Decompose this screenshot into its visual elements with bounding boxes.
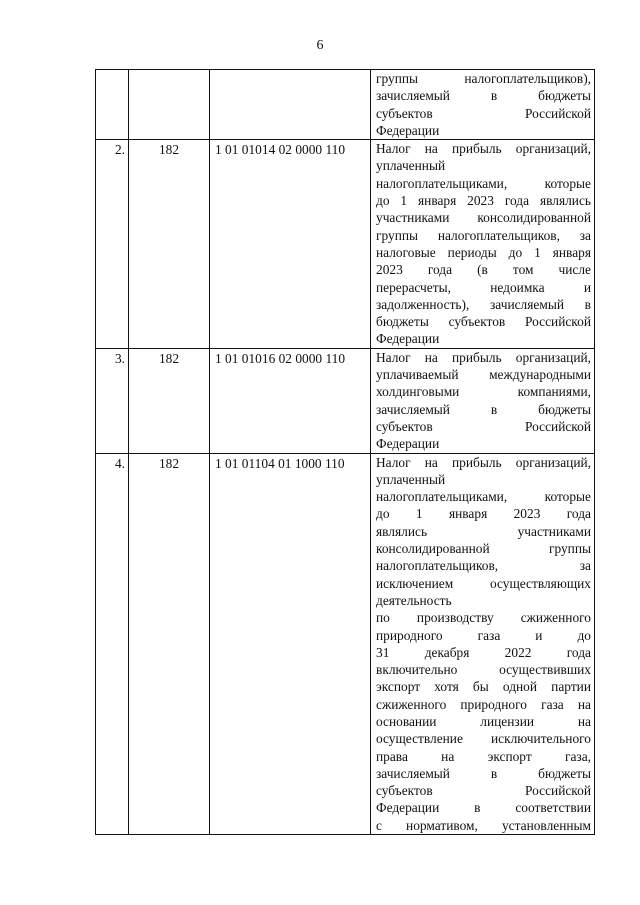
revenue-name-line: участниками консолидированной — [376, 210, 591, 226]
page-number: 6 — [316, 38, 324, 53]
revenue-name-line: Федерации — [376, 436, 440, 452]
admin-code-cell — [129, 453, 210, 835]
table-row — [96, 348, 595, 453]
budget-classification-table — [95, 69, 595, 835]
revenue-name-line: зачисляемый в бюджеты — [376, 765, 591, 781]
row-number-cell — [96, 140, 129, 349]
revenue-name-line: субъектов Российской — [376, 783, 591, 799]
kbk-code-cell-text — [210, 70, 370, 71]
revenue-name-line: по производству сжиженного — [376, 610, 591, 626]
admin-code-cell-text: 182 — [158, 455, 180, 471]
revenue-name-line: Федерации — [376, 331, 440, 347]
revenue-name-line: субъектов Российской — [376, 418, 591, 434]
kbk-code-cell — [210, 140, 371, 349]
revenue-name-line: бюджеты субъектов Российской — [376, 314, 591, 330]
revenue-name-line: зачисляемый в бюджеты — [376, 401, 591, 417]
revenue-name-line: природного газа и до — [376, 627, 591, 643]
revenue-name-line: уплаченный — [376, 471, 446, 487]
revenue-name-line: Налог на прибыль организаций, — [376, 454, 591, 470]
revenue-name-line: до 1 января 2023 года являлись — [376, 193, 591, 209]
kbk-code-cell-text: 1 01 01104 01 1000 110 — [215, 455, 345, 471]
revenue-name-line: группы налогоплательщиков), — [376, 71, 591, 86]
admin-code-cell — [129, 140, 210, 349]
revenue-name-line: холдинговыми компаниями, — [376, 384, 591, 400]
admin-code-cell — [129, 348, 210, 453]
revenue-name-cell — [371, 453, 595, 835]
revenue-name-line: до 1 января 2023 года — [376, 506, 591, 522]
admin-code-cell-text — [129, 70, 209, 71]
revenue-name-line: права на экспорт газа, — [376, 748, 591, 764]
table-row — [96, 70, 595, 140]
admin-code-cell — [129, 70, 210, 140]
row-number-cell — [96, 348, 129, 453]
revenue-name-cell — [371, 348, 595, 453]
revenue-name-line: 2023 года (в том числе — [376, 262, 591, 278]
admin-code-cell-text: 182 — [158, 350, 180, 366]
row-number-cell-text — [96, 70, 128, 71]
revenue-name-line: являлись участниками — [376, 523, 591, 539]
revenue-name-line: Федерации в соответствии — [376, 800, 591, 816]
revenue-name-line: Налог на прибыль организаций, — [376, 349, 591, 365]
revenue-name-line: Налог на прибыль организаций, — [376, 141, 591, 157]
revenue-name-line: основании лицензии на — [376, 713, 591, 729]
revenue-name-line: налогоплательщиками, которые — [376, 489, 591, 505]
row-number-cell — [96, 70, 129, 140]
revenue-name-line: сжиженного природного газа на — [376, 696, 591, 712]
kbk-code-cell-text: 1 01 01016 02 0000 110 — [215, 350, 346, 366]
revenue-name-line: уплачиваемый международными — [376, 367, 591, 383]
row-number-cell-text: 4. — [114, 455, 125, 471]
table-row — [96, 453, 595, 835]
revenue-name-line: налоговые периоды до 1 января — [376, 244, 591, 260]
revenue-name-cell — [371, 140, 595, 349]
revenue-name-line: налогоплательщиками, которые — [376, 175, 591, 191]
revenue-name-line: группы налогоплательщиков, за — [376, 227, 591, 243]
revenue-name-line: 31 декабря 2022 года — [376, 644, 591, 660]
row-number-cell-text: 2. — [114, 142, 125, 158]
revenue-name-line: перерасчеты, недоимка и — [376, 279, 591, 295]
revenue-name-line: уплаченный — [376, 158, 446, 174]
revenue-name-line: Федерации — [376, 122, 440, 138]
revenue-name-line: задолженность), зачисляемый в — [376, 296, 591, 312]
kbk-code-cell — [210, 348, 371, 453]
revenue-name-cell — [371, 70, 595, 140]
revenue-name-line: налогоплательщиков, за — [376, 558, 591, 574]
kbk-code-cell — [210, 453, 371, 835]
admin-code-cell-text: 182 — [158, 142, 180, 158]
revenue-name-line: с нормативом, установленным — [376, 817, 591, 833]
kbk-code-cell — [210, 70, 371, 140]
revenue-name-line: исключением осуществляющих — [376, 575, 591, 591]
revenue-name-line: осуществление исключительного — [376, 731, 591, 747]
row-number-cell-text: 3. — [114, 350, 125, 366]
table-row — [96, 140, 595, 349]
kbk-code-cell-text: 1 01 01014 02 0000 110 — [215, 142, 346, 158]
revenue-name-line: субъектов Российской — [376, 105, 591, 121]
table-body — [96, 70, 595, 835]
revenue-name-line: консолидированной группы — [376, 541, 591, 557]
revenue-name-line: включительно осуществивших — [376, 662, 591, 678]
revenue-name-line: зачисляемый в бюджеты — [376, 88, 591, 104]
row-number-cell — [96, 453, 129, 835]
revenue-name-line: экспорт хотя бы одной партии — [376, 679, 591, 695]
revenue-name-line: деятельность — [376, 592, 452, 608]
